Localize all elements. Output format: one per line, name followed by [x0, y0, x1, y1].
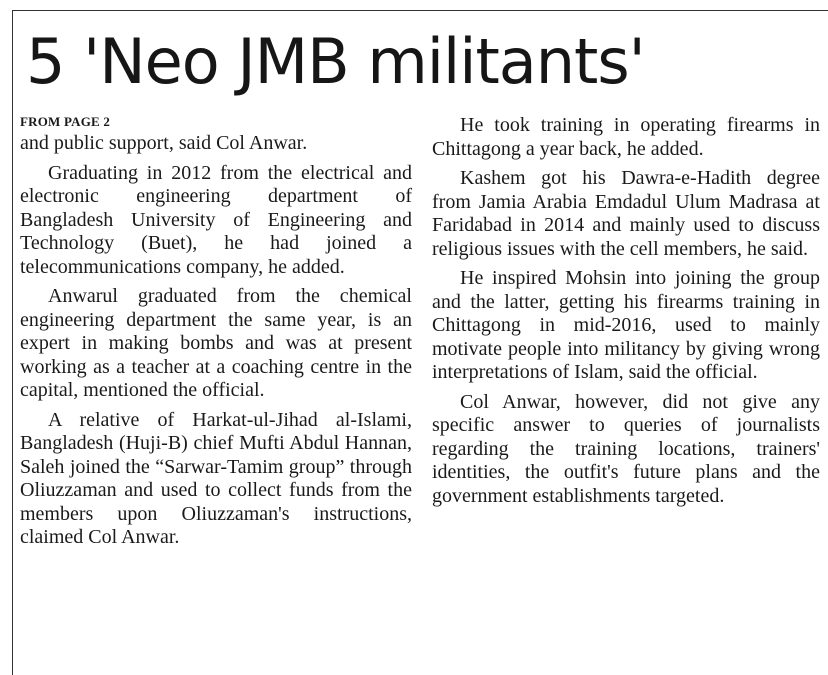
- headline: 5 'Neo JMB militants': [26, 25, 645, 98]
- left-column: [20, 113, 412, 556]
- top-rule: [12, 10, 828, 11]
- continued-from-kicker: FROM PAGE 2: [20, 114, 111, 129]
- paragraph: and public support, said Col Anwar.: [20, 132, 308, 154]
- paragraph: A relative of Harkat-ul-Jihad al-Islami, Bangladesh (Huji-B) chief Mufti Abdul Hannan, Saleh joined the “Sarwar-Tamim group” through Oliuzzaman and used to collect funds from the members upon Oliuzzaman's instructions, claimed Col Anwar.: [20, 408, 412, 548]
- right-column: [432, 114, 820, 514]
- left-rule: [12, 10, 13, 675]
- paragraph: Graduating in 2012 from the electrical and electronic engineering department of Bangladesh University of Engineering and Technology (Buet), he had joined a telecommunications company, he added.: [20, 161, 412, 278]
- paragraph: Kashem got his Dawra-e-Hadith degree from Jamia Arabia Emdadul Ulum Madrasa at Faridabad in 2014 and mainly used to discuss religious issues with the cell members, he said.: [432, 167, 820, 260]
- paragraph: He inspired Mohsin into joining the group and the latter, getting his firearms training in Chittagong in mid-2016, used to mainly motivate people into militancy by giving wrong interpretations of Islam, said the official.: [432, 267, 820, 383]
- paragraph: Col Anwar, however, did not give any specific answer to queries of journalists regarding the training locations, trainers' identities, the outfit's future plans and the government establishments targeted.: [432, 390, 820, 507]
- paragraph: Anwarul graduated from the chemical engineering department the same year, is an expert in making bombs and was at present working as a teacher at a coaching centre in the capital, mentioned the official.: [20, 285, 412, 401]
- paragraph: He took training in operating firearms in Chittagong a year back, he added.: [432, 114, 820, 160]
